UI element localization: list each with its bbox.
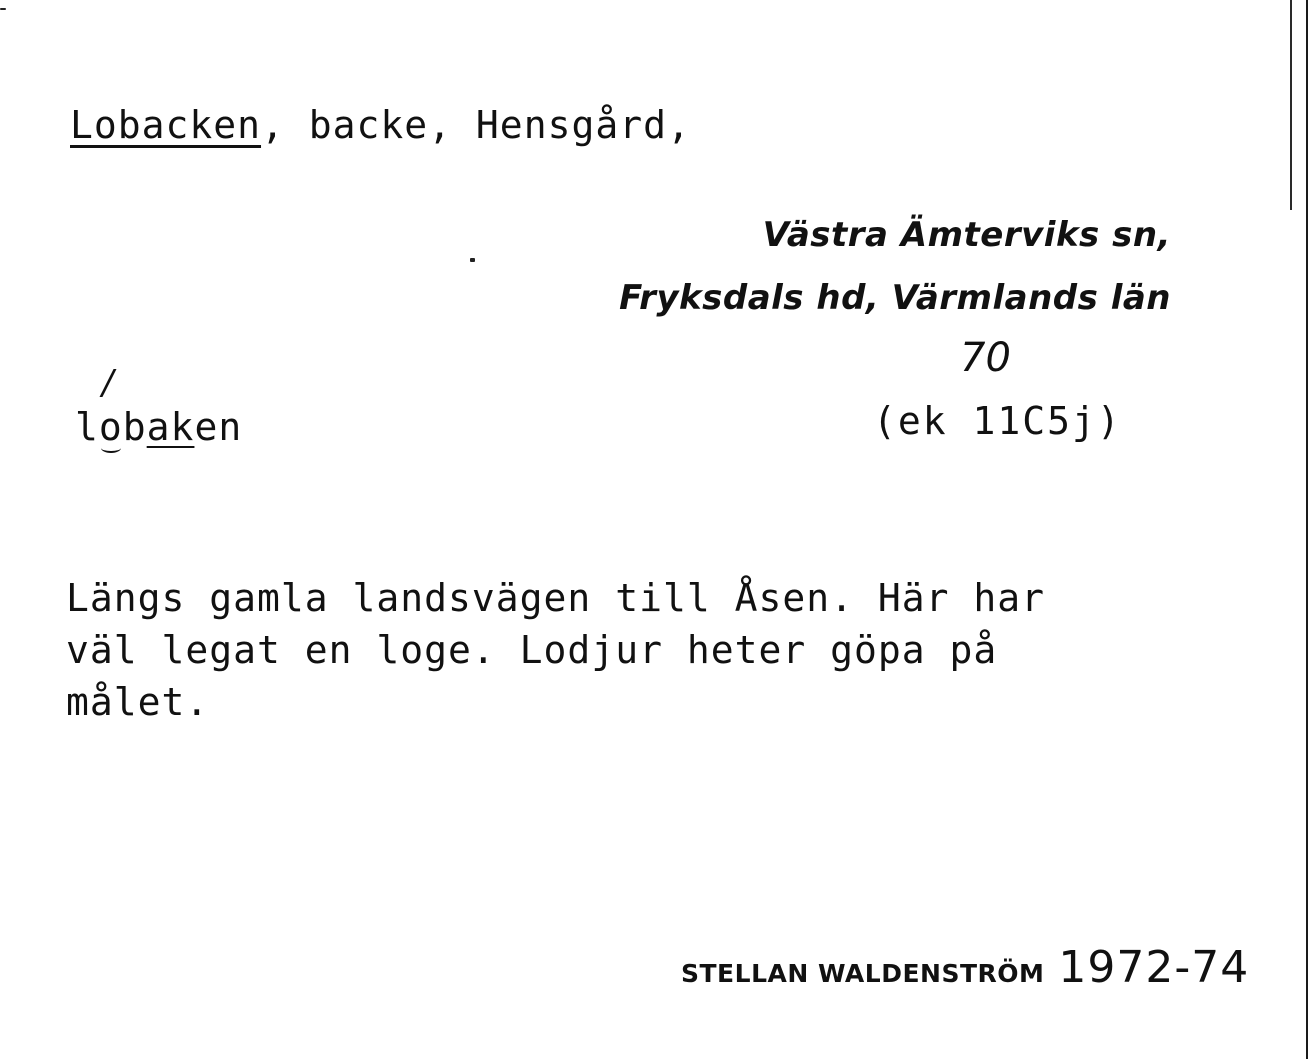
collection-years: 1972-74 xyxy=(1058,942,1250,993)
headword-description: , backe, Hensgård, xyxy=(261,103,691,147)
note-line: Längs gamla landsvägen till Åsen. Här har xyxy=(66,576,1045,620)
card-edge-line-top xyxy=(1290,0,1292,210)
parish-line: Västra Ämterviks sn, xyxy=(762,215,1171,255)
pron-segment: l xyxy=(75,405,99,449)
card-edge-line xyxy=(1306,0,1308,1059)
note-text xyxy=(66,572,1045,728)
collector-name: STELLAN WALDENSTRÖM xyxy=(681,959,1045,988)
scan-speck xyxy=(0,8,6,10)
map-reference: (ek 11C5j) xyxy=(873,399,1122,443)
collector-stamp xyxy=(681,942,1249,993)
headword: Lobacken xyxy=(70,103,262,147)
district-county-line: Fryksdals hd, Värmlands län xyxy=(619,278,1171,318)
pron-segment-long-vowel: o xyxy=(98,405,123,449)
scan-speck xyxy=(470,258,475,262)
pron-segment: b xyxy=(122,405,147,449)
pronunciation xyxy=(75,405,242,449)
map-number: 70 xyxy=(960,335,1011,381)
pron-segment: en xyxy=(194,405,243,449)
note-line: målet. xyxy=(66,680,210,724)
stress-accent-mark: / xyxy=(102,363,114,403)
headword-line xyxy=(70,103,691,147)
note-line: väl legat en loge. Lodjur heter göpa på xyxy=(66,628,998,672)
pron-segment-underlined: ak xyxy=(146,405,195,449)
